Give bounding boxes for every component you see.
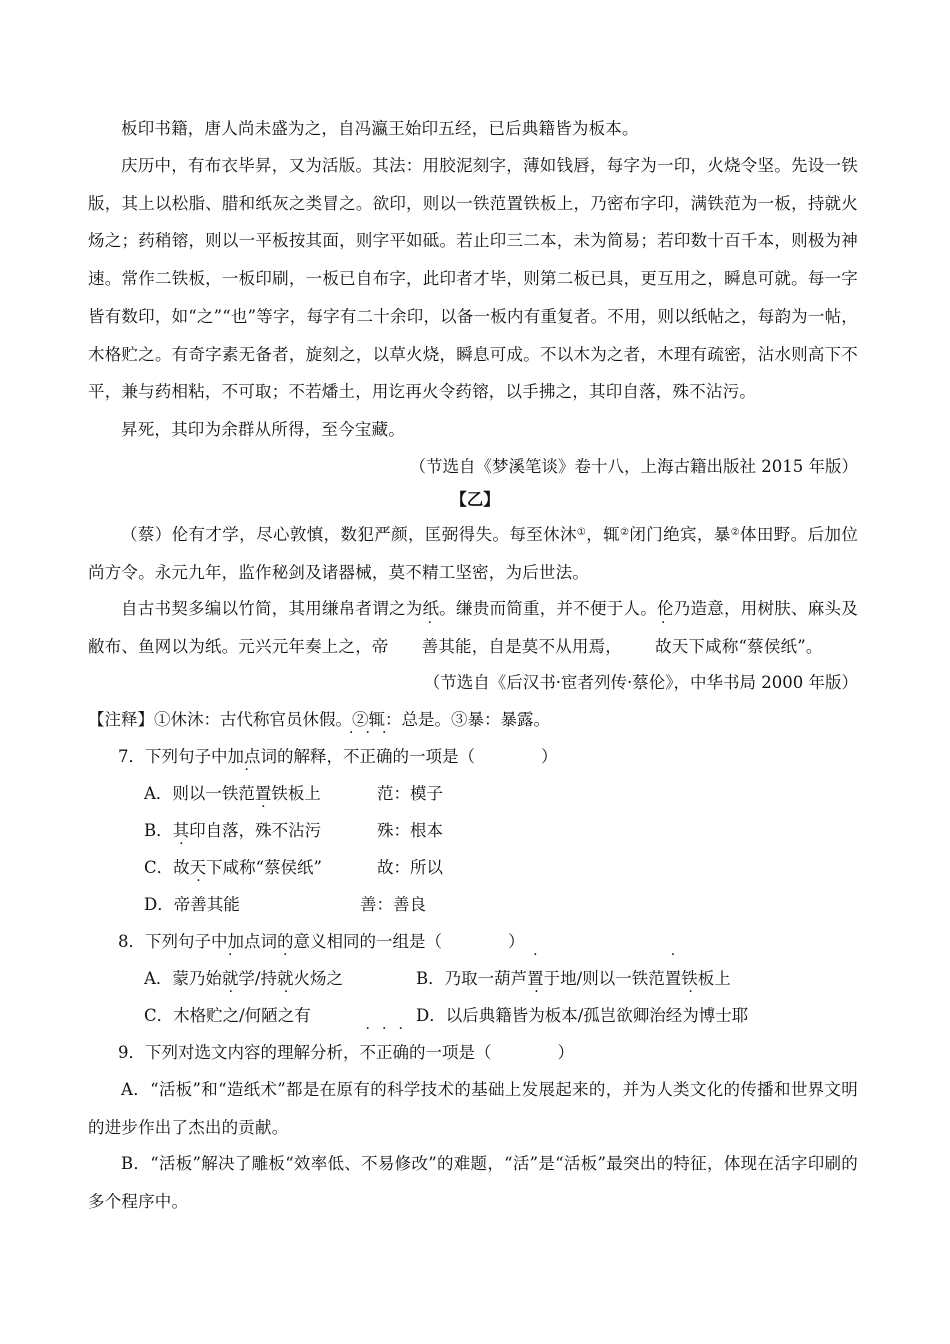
q7-option-b: B．其印自落，殊不沾污 <box>144 821 322 840</box>
yi-note: 【注释】①休沐：古代称官员休假。②辄：总是。③暴：暴露。 <box>88 710 550 729</box>
yi-paragraph-2: 自古书契多编以竹简，其用缣帛者谓之为纸。缣贵而简重，并不便于人。伦乃造意，用树肤、麻头及敝布、鱼网以为纸。元兴元年奏上之，帝 善其能，自是莫不从用焉， 故天下咸称“蔡侯纸”。 <box>88 590 858 665</box>
q7-option-d-gloss: 善：善良 <box>360 895 426 914</box>
dotted-word: 善 <box>421 636 439 656</box>
q8-option-b: B．乃取一葫芦置于地/则以一铁范置铁板上 <box>416 969 731 988</box>
q7-option-d: D．帝善其能 <box>144 895 240 914</box>
jia-source: （节选自《梦溪笔谈》卷十八，上海古籍出版社 2015 年版） <box>409 457 858 476</box>
q7-stem: 7．下列句子中加点词的解释，不正确的一项是（ ） <box>118 747 558 766</box>
dotted-word: 故 <box>655 636 672 656</box>
yi-source: （节选自《后汉书·宦者列传·蔡伦》，中华书局 2000 年版） <box>423 673 858 692</box>
jia-paragraph-2: 庆历中，有布衣毕昇，又为活版。其法：用胶泥刻字，薄如钱唇，每字为一印，火烧令坚。先设一铁版，其上以松脂、腊和纸灰之类冒之。欲印，则以一铁范置铁板上，乃密布字印，满铁范为一板，持就火炀之；药稍镕，则以一平板按其面，则字平如砥。若止印三二本，未为简易；若印数十百千本，则极为神速。常作二铁板，一板印刷，一板已自布字，此印者才毕，则第二板已具，更互用之，瞬息可就。每一字皆有数印，如“之”“也”等字，每字有二十余印，以备一板内有重复者。不用，则以纸帖之，每韵为一帖，木格贮之。有奇字素无备者，旋刻之，以草火烧，瞬息可成。不以木为之者，木理有疏密，沾水则高下不平，兼与药相粘，不可取；不若燔土，用讫再火令药镕，以手拂之，其印自落，殊不沾污。 <box>88 156 858 402</box>
jia-paragraph-1: 板印书籍，唐人尚未盛为之，自冯瀛王始印五经，已后典籍皆为板本。 <box>121 119 639 138</box>
q9-option-a: A．“活板”和“造纸术”都是在原有的科学技术的基础上发展起来的，并为人类文化的传播和世界文明的进步作出了杰出的贡献。 <box>88 1080 858 1137</box>
jia-paragraph-3: 昇死，其印为余群从所得，至今宝藏。 <box>121 420 405 439</box>
q8-stem: 8．下列句子中加点词的意义相同的一组是（ ） <box>118 932 525 951</box>
q7-option-c-gloss: 故：所以 <box>377 858 443 877</box>
q7-option-c: C．故天下咸称“蔡侯纸” <box>144 858 322 877</box>
q7-option-b-gloss: 殊：根本 <box>377 821 443 840</box>
q8-option-a: A．蒙乃始就学/持就火炀之 <box>144 969 343 988</box>
q8-option-d: D．以后典籍皆为板本/孤岂欲卿治经为博士耶 <box>416 1006 749 1025</box>
q7-option-a: A．则以一铁范置铁板上 <box>144 784 321 803</box>
q9-stem: 9．下列对选文内容的理解分析，不正确的一项是（ ） <box>118 1043 574 1062</box>
yi-heading: 【乙】 <box>450 490 500 509</box>
yi-paragraph-1: （蔡）伦有才学，尽心敦慎，数犯严颜，匡弼得失。每至休沐①，辄②闭门绝宾，暴②体田野。后加位尚方令。永元九年，监作秘剑及诸器械，莫不精工坚密，为后世法。 <box>88 525 859 582</box>
q7-option-a-gloss: 范：模子 <box>377 784 443 803</box>
q8-option-c: C．木格贮之/何陋之有 <box>144 1006 311 1025</box>
q9-option-b: B．“活板”解决了雕板“效率低、不易修改”的难题，“活”是“活板”最突出的特征，体现在活字印刷的多个程序中。 <box>88 1154 858 1211</box>
